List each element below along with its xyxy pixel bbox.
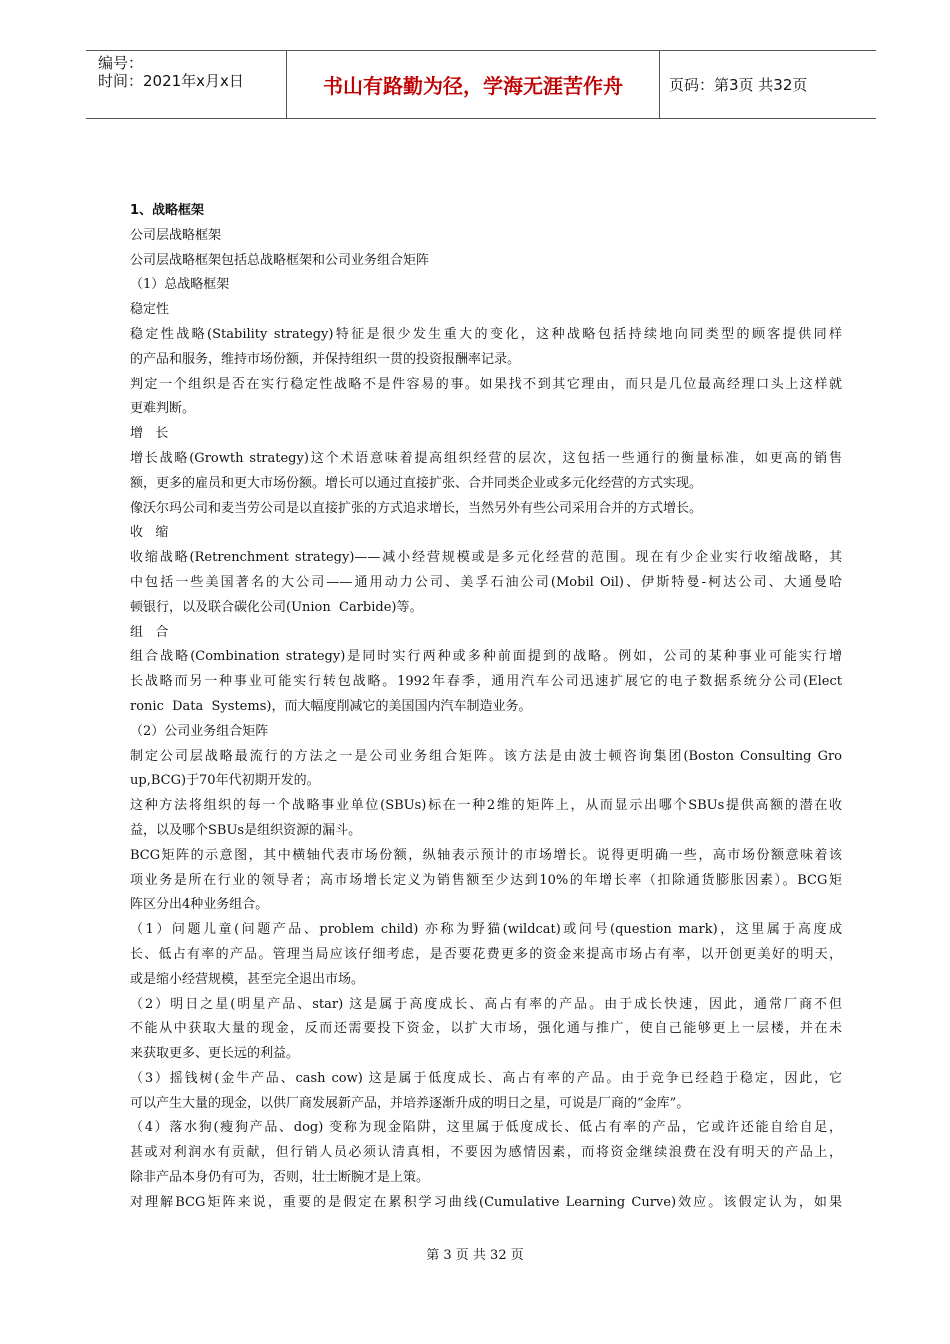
paragraph-line: 对理解BCG矩阵来说，重要的是假定在累积学习曲线(Cumulative Learning Curve)效应。该假定认为，如果	[130, 1194, 842, 1210]
paragraph-line: 中包括一些美国著名的大公司——通用动力公司、美孚石油公司(Mobil Oil)、伊斯特曼-柯达公司、大通曼哈	[130, 574, 842, 590]
paragraph-line: （4）落水狗(瘦狗产品、dog) 变称为现金陷阱，这里属于低度成长、低占有率的产品，它或许还能自给自足，	[130, 1120, 842, 1136]
paragraph-line: 稳定性战略(Stability strategy)特征是很少发生重大的变化，这种战略包括持续地向同类型的顾客提供同样	[130, 326, 842, 342]
paragraph-line: （1）问题儿童(问题产品、problem child) 亦称为野猫(wildcat)或问号(question mark)，这里属于高度成	[130, 922, 842, 938]
paragraph-line: 顿银行，以及联合碳化公司(Union Carbide)等。	[130, 599, 423, 615]
subheading: （1）总战略框架	[130, 277, 230, 293]
header-page-info: 页码：第3页 共32页	[669, 76, 808, 94]
header-divider	[659, 51, 660, 118]
time-label: 时间：2021年x月x日	[98, 72, 244, 90]
paragraph-line: BCG矩阵的示意图，其中横轴代表市场份额，纵轴表示预计的市场增长。说得更明确一些，高市场份额意味着该	[130, 847, 842, 863]
paragraph-line: 额，更多的雇员和更大市场份额。增长可以通过直接扩张、合并同类企业或多元化经营的方式实现。	[130, 475, 703, 491]
paragraph-line: 收缩战略(Retrenchment strategy)——减小经营规模或是多元化经营的范围。现在有少企业实行收缩战略，其	[130, 550, 842, 566]
paragraph-line: 组合战略(Combination strategy)是同时实行两种或多种前面提到的战略。例如，公司的某种事业可能实行增	[130, 649, 842, 665]
paragraph-line: 甚或对利润水有贡献，但行销人员必须认清真相，不要因为感情因素，而将资金继续浪费在没有明天的产品上，	[130, 1145, 842, 1161]
paragraph-line: 长战略而另一种事业可能实行转包战略。1992年春季，通用汽车公司迅速扩展它的电子数据系统分公司(Elect	[130, 674, 842, 690]
section-heading: 1、战略框架	[130, 203, 205, 218]
paragraph-line: 或是缩小经营规模，甚至完全退出市场。	[130, 971, 365, 987]
subheading: 稳定性	[130, 302, 170, 318]
subheading: 增 长	[130, 426, 169, 442]
paragraph-line: （2）明日之星(明星产品、star) 这是属于高度成长、高占有率的产品。由于成长快速，因此，通常厂商不但	[130, 996, 842, 1012]
paragraph-line: 像沃尔玛公司和麦当劳公司是以直接扩张的方式追求增长，当然另外有些公司采用合并的方式增长。	[130, 500, 703, 516]
number-label: 编号：	[98, 54, 144, 72]
paragraph-line: 可以产生大量的现金，以供厂商发展新产品，并培养逐渐升成的明日之星，可说是厂商的“金库”。	[130, 1095, 690, 1111]
subheading: 组 合	[130, 624, 169, 640]
paragraph-line: 更难判断。	[130, 401, 196, 417]
paragraph-line: （3）摇钱树(金牛产品、cash cow) 这是属于低度成长、高占有率的产品。由于竞争已经趋于稳定，因此，它	[130, 1070, 842, 1086]
paragraph-line: 增长战略(Growth strategy)这个术语意味着提高组织经营的层次，这包括一些通行的衡量标准，如更高的销售	[130, 450, 842, 466]
page-footer: 第 3 页 共 32 页	[426, 1248, 524, 1263]
paragraph-line: 项业务是所在行业的领导者；高市场增长定义为销售额至少达到10%的年增长率（扣除通货膨胀因素）。BCG矩	[130, 872, 842, 888]
paragraph-line: 阵区分出4种业务组合。	[130, 897, 269, 913]
subheading: （2）公司业务组合矩阵	[130, 723, 269, 739]
paragraph-line: up,BCG)于70年代初期开发的。	[130, 773, 320, 789]
paragraph-line: 除非产品本身仍有可为，否则，壮士断腕才是上策。	[130, 1170, 430, 1186]
subheading: 收 缩	[130, 525, 169, 541]
page-header	[86, 50, 876, 119]
paragraph-line: 判定一个组织是否在实行稳定性战略不是件容易的事。如果找不到其它理由，而只是几位最高经理口头上这样就	[130, 376, 842, 392]
subheading: 公司层战略框架	[130, 227, 222, 243]
document-body	[130, 199, 842, 1216]
header-motto: 书山有路勤为径，学海无涯苦作舟	[323, 74, 623, 98]
paragraph-line: 公司层战略框架包括总战略框架和公司业务组合矩阵	[130, 252, 430, 268]
paragraph-line: 长、低占有率的产品。管理当局应该仔细考虑，是否要花费更多的资金来提高市场占有率，以开创更美好的明天，	[130, 946, 842, 962]
paragraph-line: 的产品和服务，维持市场份额，并保持组织一贯的投资报酬率记录。	[130, 351, 521, 367]
header-meta	[86, 51, 286, 118]
paragraph-line: 不能从中获取大量的现金，反而还需要投下资金，以扩大市场，强化通与推广，使自己能够更上一层楼，并在未	[130, 1021, 842, 1037]
paragraph-line: ronic Data Systems)，而大幅度削减它的美国国内汽车制造业务。	[130, 698, 532, 714]
paragraph-line: 来获取更多、更长远的利益。	[130, 1046, 300, 1062]
paragraph-line: 这种方法将组织的每一个战略事业单位(SBUs)标在一种2维的矩阵上，从而显示出哪个SBUs提供高额的潜在收	[130, 798, 842, 814]
paragraph-line: 制定公司层战略最流行的方法之一是公司业务组合矩阵。该方法是由波士顿咨询集团(Boston Consulting Gro	[130, 748, 842, 764]
paragraph-line: 益，以及哪个SBUs是组织资源的漏斗。	[130, 822, 362, 838]
